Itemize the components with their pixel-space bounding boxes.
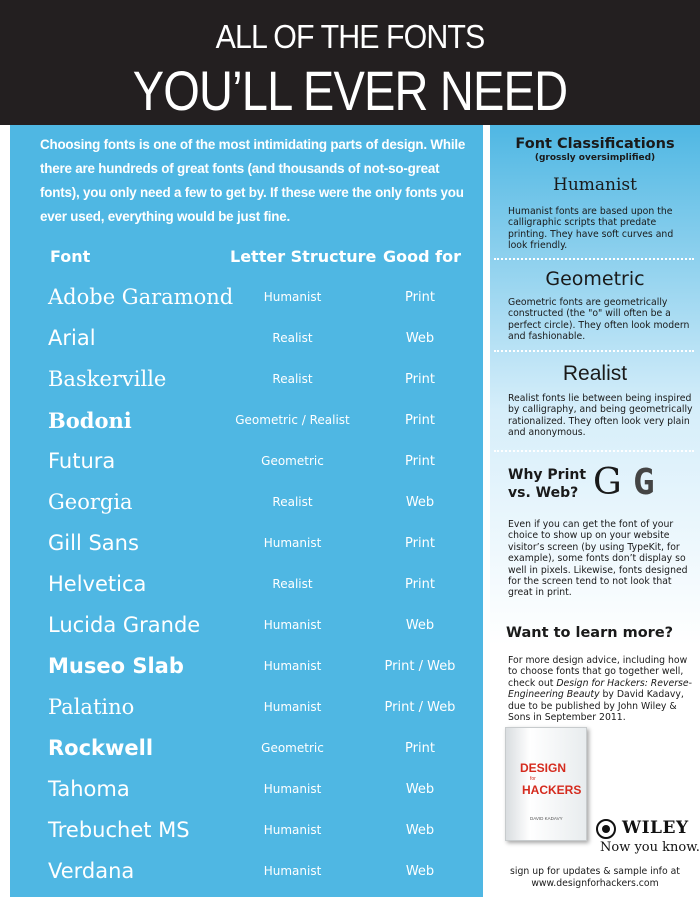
font-name: Baskerville — [48, 367, 167, 391]
good-for: Print / Web — [384, 700, 456, 715]
good-for: Print — [405, 454, 435, 469]
letter-structure: Humanist — [263, 290, 322, 304]
book-cover-for: for — [530, 776, 536, 782]
font-name: Trebuchet MS — [48, 818, 190, 842]
column-header-letter-structure: Letter Structure — [230, 247, 377, 266]
good-for: Print — [405, 413, 435, 428]
letter-structure: Humanist — [263, 659, 322, 673]
font-name: Helvetica — [48, 572, 147, 596]
table-row — [0, 687, 480, 728]
signup-text — [490, 866, 700, 889]
learn-more-text: by David Kadavy, due to be published by John Wiley & Sons in September 2011. — [508, 689, 684, 724]
why-print-vs-web-description: Even if you can get the font of your choice to show up on your website visitor’s screen (by using TypeKit, for example), some fonts don’t display so well in pixels. Likewise, fonts designed for the screen tend to not look that great in print. — [508, 519, 688, 599]
table-row — [0, 769, 480, 810]
letter-structure: Humanist — [263, 782, 322, 796]
glyph-serif-g: G — [593, 462, 622, 503]
letter-structure: Humanist — [263, 700, 322, 714]
intro-paragraph: Choosing fonts is one of the most intimidating parts of design. While there are hundreds of great fonts (and thousands of not-so-great fonts), you only need a few to get by. If these were the only fonts you ever used, everything would be just fine. — [40, 137, 466, 224]
letter-structure: Realist — [272, 372, 313, 386]
letter-structure: Realist — [272, 331, 313, 345]
table-row — [0, 400, 480, 441]
table-row — [0, 482, 480, 523]
font-name: Georgia — [48, 490, 133, 514]
humanist-title: Humanist — [553, 175, 637, 195]
good-for: Print / Web — [384, 659, 456, 674]
geometric-title: Geometric — [545, 268, 645, 290]
table-row — [0, 523, 480, 564]
letter-structure: Humanist — [263, 823, 322, 837]
glyph-pixel-g: G — [633, 462, 655, 503]
letter-structure: Realist — [272, 495, 313, 509]
learn-more-title: Want to learn more? — [506, 625, 674, 641]
letter-structure: Humanist — [263, 536, 322, 550]
font-name: Verdana — [48, 859, 135, 883]
table-row — [0, 441, 480, 482]
table-row — [0, 564, 480, 605]
font-name: Adobe Garamond — [48, 285, 234, 309]
letter-structure: Geometric — [261, 454, 324, 468]
book-cover-title: HACKERS — [522, 783, 582, 797]
letter-structure: Humanist — [263, 864, 322, 878]
font-name: Arial — [48, 326, 96, 350]
humanist-description: Humanist fonts are based upon the calligraphic scripts that predate printing. They have soft curves and look friendly. — [508, 206, 674, 252]
learn-more-description — [508, 655, 693, 723]
font-name: Gill Sans — [48, 531, 139, 555]
classifications-subtitle: (grossly oversimplified) — [534, 153, 656, 163]
divider — [494, 258, 694, 260]
divider — [494, 350, 694, 352]
good-for: Web — [405, 823, 435, 838]
font-name: Lucida Grande — [48, 613, 201, 637]
table-row — [0, 605, 480, 646]
letter-structure: Geometric — [261, 741, 324, 755]
geometric-description: Geometric fonts are geometrically constructed (the "o" will often be a perfect circle). They often look modern and fashionable. — [508, 297, 690, 343]
table-row — [0, 646, 480, 687]
column-header-good-for: Good for — [383, 247, 461, 266]
font-name: Museo Slab — [48, 654, 184, 678]
realist-title: Realist — [562, 362, 628, 385]
good-for: Web — [405, 864, 435, 879]
font-name: Rockwell — [48, 736, 154, 760]
wiley-tagline: Now you know. — [600, 840, 700, 855]
table-row — [0, 810, 480, 851]
good-for: Web — [405, 782, 435, 797]
learn-more-text: For more design advice, including how to choose fonts that go together well, check out — [508, 655, 688, 689]
book-cover-author: DAVID KADAVY — [530, 816, 563, 821]
realist-description: Realist fonts lie between being inspired by calligraphy, and being geometrically rationalized. They often look very plain and anonymous. — [508, 393, 693, 439]
title-line-2: YOU’LL EVER NEED — [132, 59, 568, 122]
book-cover-image — [505, 727, 587, 841]
wiley-wordmark: WILEY — [622, 818, 689, 838]
divider — [494, 450, 694, 452]
good-for: Print — [405, 372, 435, 387]
font-name: Bodoni — [48, 408, 132, 433]
font-name: Tahoma — [48, 777, 130, 801]
good-for: Print — [405, 290, 435, 305]
font-name: Futura — [48, 449, 116, 473]
why-print-vs-web-title: Why Print vs. Web? — [508, 467, 587, 501]
table-row — [0, 851, 480, 892]
table-row — [0, 318, 480, 359]
table-row — [0, 728, 480, 769]
letter-structure: Humanist — [263, 618, 322, 632]
signup-line: sign up for updates & sample info at — [510, 866, 680, 877]
header-banner — [0, 0, 700, 125]
classifications-title: Font Classifications — [515, 136, 675, 152]
book-title: Design for Hackers: Reverse-Engineering Beauty — [508, 677, 692, 701]
good-for: Print — [405, 577, 435, 592]
signup-url: www.designforhackers.com — [531, 877, 659, 889]
letter-structure: Geometric / Realist — [235, 413, 350, 427]
column-header-font: Font — [50, 247, 91, 266]
good-for: Web — [405, 618, 435, 633]
good-for: Print — [405, 741, 435, 756]
letter-structure: Realist — [272, 577, 313, 591]
good-for: Web — [405, 331, 435, 346]
table-row — [0, 277, 480, 318]
font-name: Palatino — [48, 695, 135, 719]
title-line-1: ALL OF THE FONTS — [215, 18, 485, 55]
table-row — [0, 359, 480, 400]
book-cover-title: DESIGN — [520, 761, 567, 775]
good-for: Print — [405, 536, 435, 551]
good-for: Web — [405, 495, 435, 510]
